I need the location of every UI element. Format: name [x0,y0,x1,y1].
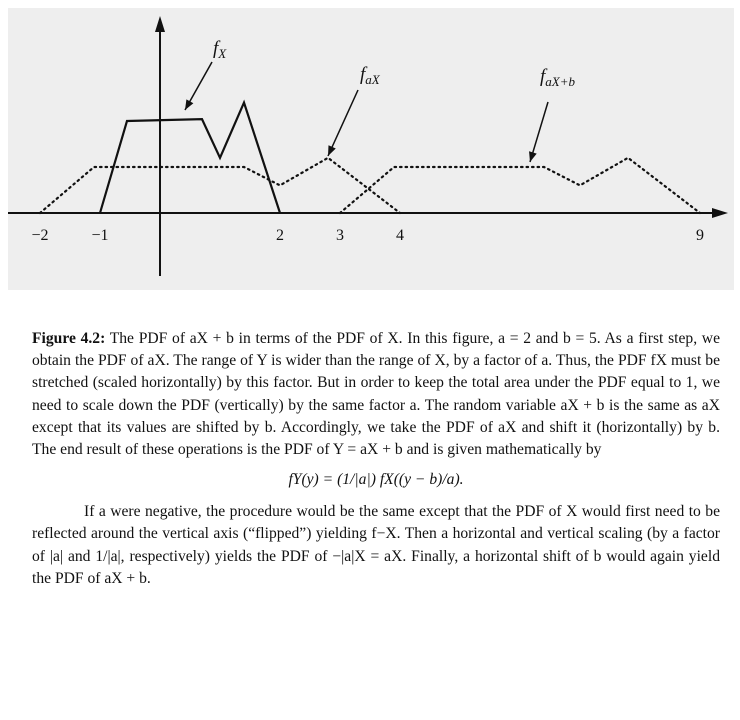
fax-arrow-shaft [328,90,358,156]
figure-panel [8,8,734,290]
fx-curve [100,103,280,213]
tick-labels [31,227,704,244]
fax-arrow-head [328,145,336,156]
caption-lead: Figure 4.2: [32,330,106,347]
fax-label: $f_{aX}$ [360,64,380,87]
tick-label: −2 [31,227,49,244]
axes [8,16,728,276]
faxb-arrow-head [529,151,537,162]
faxb-curve [340,158,700,213]
fax-curve [40,158,400,213]
tick-label: −1 [91,227,109,244]
tick-label: 2 [276,227,284,244]
pdf-formula: fY(y) = (1/|a|) fX((y − b)/a). [288,471,464,489]
tick-label: 9 [696,227,704,244]
fx-arrow-head [185,99,193,110]
faxb-label: $f_{aX+b}$ [540,66,575,89]
y-axis-arrowhead [155,16,165,32]
caption-paragraph-1 [32,328,720,461]
caption-paragraph-2: If a were negative, the procedure would be the same except that the PDF of X would first need to be reflected around the vertical axis (“flipped”) yielding f−X. Then a horizontal and vertical scaling (by a factor of |a| and 1/|a|, respectively) yields the PDF of −|a|X = aX. Finally, a horizontal shift of b would again yield the PDF of aX + b. [32,503,720,587]
caption-text: The PDF of aX + b in terms of the PDF of X. In this figure, a = 2 and b = 5. As a first step, we obtain the PDF of aX. The range of Y is wider than the range of X, by a factor of a. Thus, the PDF fX must be stretched (scaled horizontally) by this factor. But in order to keep the total area under the PDF equal to 1, we need to scale down the PDF (vertically) by the same factor a. The random variable aX + b is the same as aX except that its values are shifted by b. Accordingly, we take the PDF of aX and shift it (horizontally) by b. The end result of these operations is the PDF of Y = aX + b and is given mathematically by [32,330,720,459]
fx-label: $f_X$ [213,38,227,61]
figure-caption [32,328,720,590]
tick-label: 4 [396,227,404,244]
annotations [185,38,575,162]
curves [40,103,700,213]
x-axis-arrowhead [712,208,728,218]
pdf-transformation-plot [8,8,734,290]
tick-label: 3 [336,227,344,244]
